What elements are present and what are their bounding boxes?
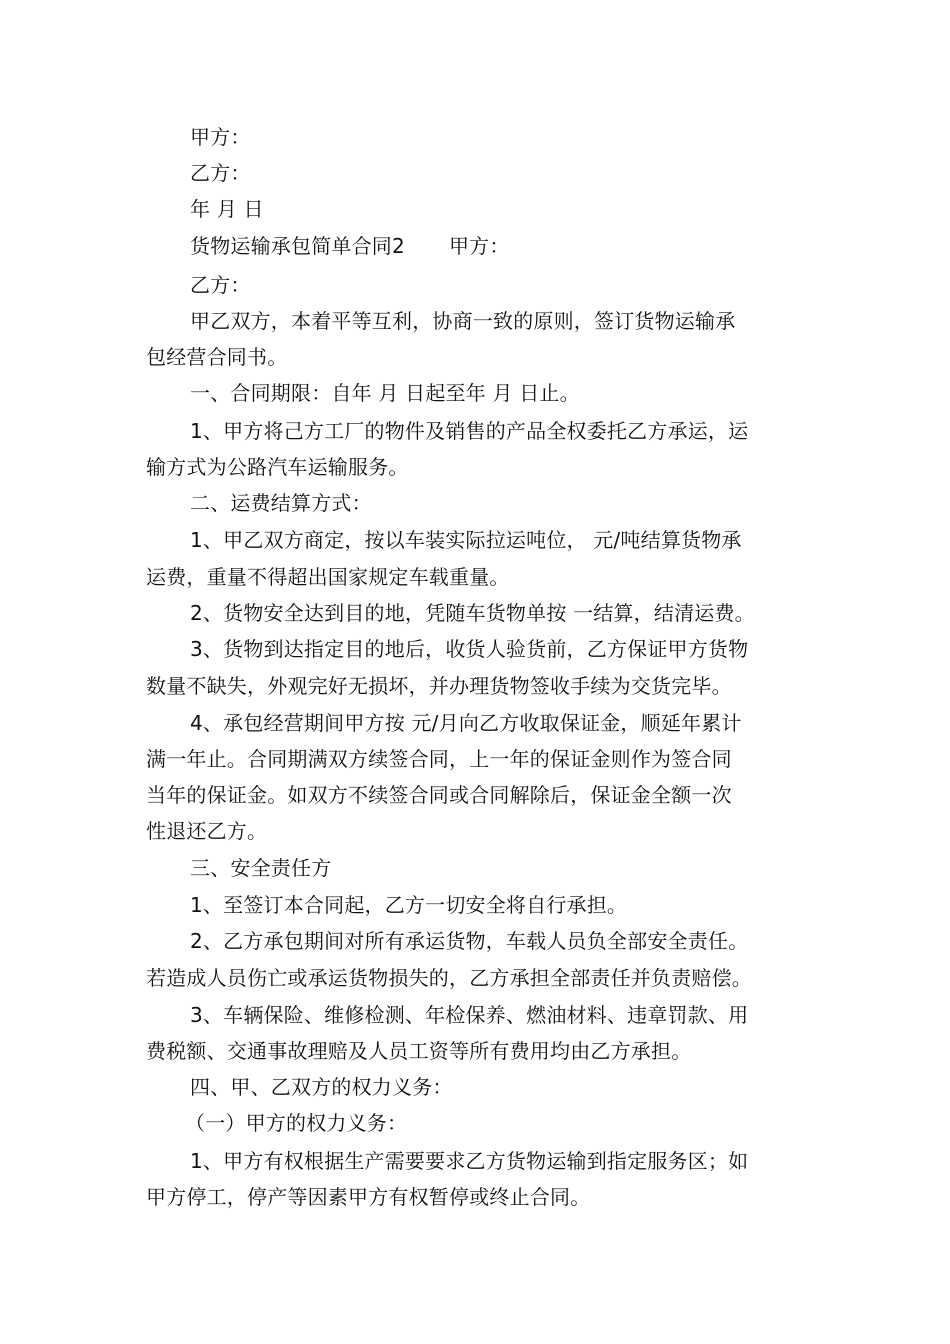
section-heading: 四、甲、乙双方的权力义务：	[190, 1075, 453, 1099]
paragraph-line: 当年的保证金。如双方不续签合同或合同解除后，保证金全额一次	[146, 783, 732, 807]
party-b-label: 乙方：	[190, 161, 251, 185]
section-heading: 三、安全责任方	[190, 856, 332, 880]
paragraph-line: 甲乙双方，本着平等互利，协商一致的原则，签订货物运输承	[190, 309, 736, 333]
paragraph-line: 2、货物安全达到目的地，凭随车货物单按 一结算，结清运费。	[190, 601, 755, 625]
paragraph-line: 性退还乙方。	[146, 819, 268, 843]
paragraph-line: 费税额、交通事故理赔及人员工资等所有费用均由乙方承担。	[146, 1039, 692, 1063]
paragraph-line: 1、甲乙双方商定，按以车装实际拉运吨位， 元/吨结算货物承	[190, 528, 742, 552]
party-a-label: 甲方：	[448, 234, 510, 258]
paragraph-line: 运费，重量不得超出国家规定车载重量。	[146, 565, 510, 589]
paragraph-line: 2、乙方承包期间对所有承运货物，车载人员负全部安全责任。	[190, 929, 749, 953]
paragraph-line: 3、车辆保险、维修检测、年检保养、燃油材料、违章罚款、用	[190, 1003, 749, 1027]
section-heading: 一、合同期限：自年 月 日起至年 月 日止。	[190, 381, 580, 405]
paragraph-line: 4、承包经营期间甲方按 元/月向乙方收取保证金，顺延年累计	[190, 711, 742, 735]
paragraph-line: 1、至签订本合同起，乙方一切安全将自行承担。	[190, 893, 628, 917]
paragraph-line: 数量不缺失，外观完好无损坏，并办理货物签收手续为交货完毕。	[146, 674, 732, 698]
paragraph-line: 甲方停工，停产等因素甲方有权暂停或终止合同。	[146, 1185, 591, 1209]
section-heading: 二、运费结算方式：	[190, 491, 372, 515]
paragraph-line: 输方式为公路汽车运输服务。	[146, 455, 409, 479]
party-a-label: 甲方：	[190, 125, 251, 149]
paragraph-line: 3、货物到达指定目的地后，收货人验货前，乙方保证甲方货物	[190, 637, 749, 661]
paragraph-line: 包经营合同书。	[146, 345, 288, 369]
subsection-heading: （一）甲方的权力义务：	[185, 1111, 408, 1135]
party-b-label: 乙方：	[190, 273, 251, 297]
paragraph-line: 若造成人员伤亡或承运货物损失的，乙方承担全部责任并负责赔偿。	[146, 966, 752, 990]
paragraph-line: 1、甲方将己方工厂的物件及销售的产品全权委托乙方承运，运	[190, 419, 749, 443]
paragraph-line: 满一年止。合同期满双方续签合同，上一年的保证金则作为签合同	[146, 747, 732, 771]
date-line: 年 月 日	[190, 197, 264, 221]
paragraph-line: 1、甲方有权根据生产需要要求乙方货物运输到指定服务区；如	[190, 1149, 749, 1173]
contract-title-line	[190, 233, 510, 259]
contract-title: 货物运输承包简单合同2	[190, 234, 405, 258]
